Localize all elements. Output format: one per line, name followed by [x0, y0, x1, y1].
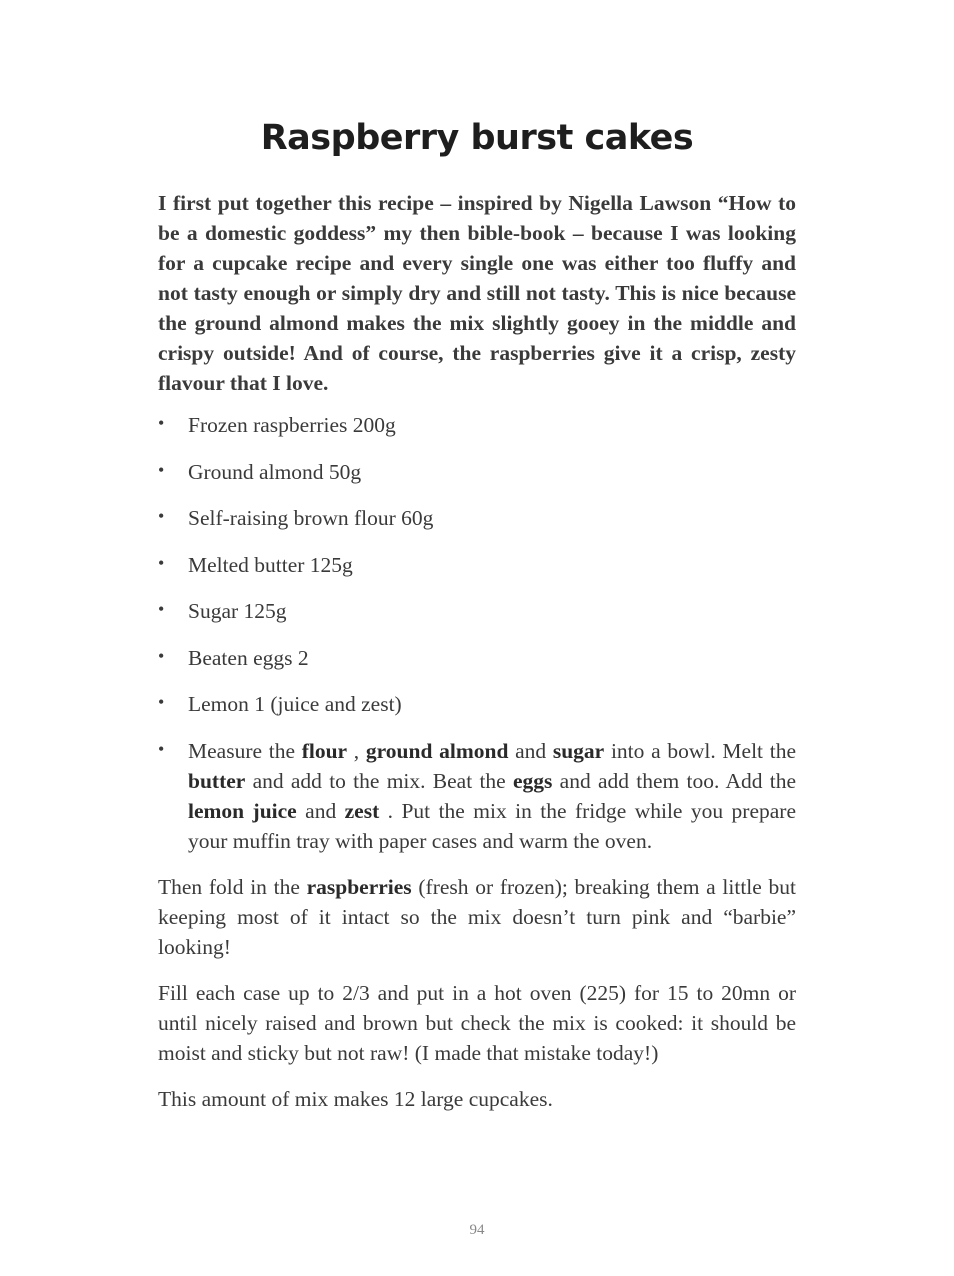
list-item — [158, 689, 796, 719]
bullet-icon: • — [158, 552, 165, 573]
list-item — [158, 410, 796, 440]
list-item — [158, 550, 796, 580]
ingredient-text: Sugar 125g — [188, 599, 287, 623]
ingredient-highlight: raspberries — [306, 875, 412, 899]
ingredient-highlight: butter — [188, 768, 246, 793]
intro-paragraph: I first put together this recipe – inspired by Nigella Lawson “How to be a domestic goddess” my then bible-book – because I was looking for a cupcake recipe and every single one was either too fluffy and not tasty enough or simply dry and still not tasty. This is nice because the ground almond makes the mix slightly gooey in the middle and crispy outside! And of course, the raspberries give it a crisp, zesty flavour that I love. — [158, 191, 796, 395]
ingredient-highlight: lemon juice — [188, 798, 297, 823]
page-title: Raspberry burst cakes — [260, 118, 694, 158]
bullet-icon: • — [158, 645, 165, 666]
fold-paragraph: Then fold in the raspberries (fresh or frozen); breaking them a little but keeping most of it intact so the mix doesn’t turn pink and “barbie” looking! — [158, 875, 796, 959]
ingredient-text: Beaten eggs 2 — [188, 645, 309, 670]
list-item — [158, 643, 796, 673]
bullet-icon: • — [158, 506, 165, 526]
ingredient-highlight: eggs — [512, 768, 553, 793]
yield-paragraph: This amount of mix makes 12 large cupcakes. — [158, 1087, 553, 1111]
ingredient-text: Self-raising brown flour 60g — [188, 506, 434, 530]
list-item — [158, 457, 796, 487]
ingredient-highlight: flour — [301, 738, 348, 763]
ingredient-text: Melted butter 125g — [188, 552, 353, 577]
list-item — [158, 596, 796, 626]
ingredient-text: Frozen raspberries 200g — [188, 413, 396, 437]
ingredient-list — [158, 410, 796, 856]
bullet-icon: • — [158, 738, 165, 759]
bake-paragraph: Fill each case up to 2/3 and put in a hot oven (225) for 15 to 20mn or until nicely raised and brown but check the mix is cooked: it should be moist and sticky but not raw! (I made that mistake today!) — [158, 981, 796, 1065]
bullet-icon: • — [158, 413, 165, 433]
ingredient-text: Lemon 1 (juice and zest) — [188, 692, 402, 716]
ingredient-highlight: ground almond — [365, 738, 509, 763]
ingredient-highlight: sugar — [552, 738, 605, 763]
ingredient-highlight: zest — [344, 798, 380, 823]
bullet-icon: • — [158, 459, 165, 480]
recipe-content — [158, 188, 796, 1130]
bullet-icon: • — [158, 599, 165, 619]
list-item — [158, 503, 796, 533]
bullet-icon: • — [158, 692, 165, 712]
page-number: 94 — [469, 1222, 485, 1238]
method-text: Measure the flour , ground almond and sugar into a bowl. Melt the butter and add to the mix. Beat the eggs and add them too. Add the lemon juice and zest . Put the mix in the fridge while you prepare your muffin tray with paper cases and warm the oven. — [188, 738, 797, 853]
method-item — [158, 736, 796, 856]
ingredient-text: Ground almond 50g — [188, 459, 362, 484]
